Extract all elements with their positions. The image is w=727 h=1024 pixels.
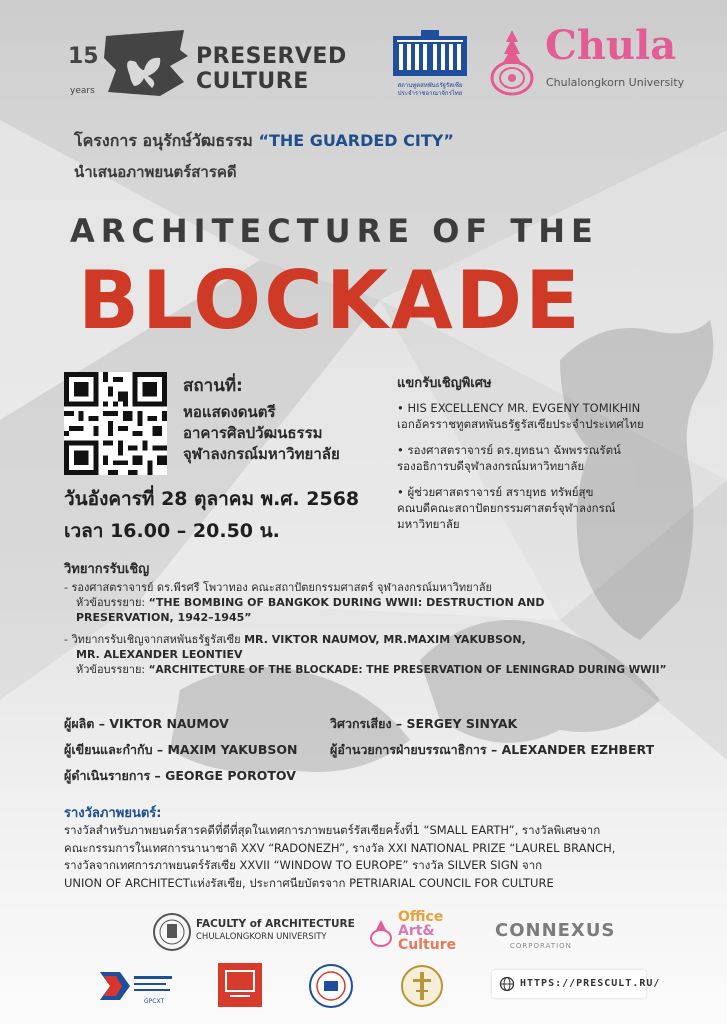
guest-name: • ผู้ช่วยศาสตราจารย์ สรายุทธ ทรัพย์สุข: [397, 485, 594, 499]
venue: [183, 402, 340, 465]
credit-sound: วิศวกรเสียง – SERGEY SINYAK: [330, 716, 518, 731]
speaker-topic: [64, 595, 704, 610]
awards-line: รางวัลจากเทศการภาพยนตร์รัสเซีย XXVII “WINDOW TO EUROPE” รางวัล SILVER SIGN จาก: [64, 858, 543, 872]
venue-line: หอแสดงดนตรี: [183, 403, 276, 421]
speaker-names-cont: [64, 647, 704, 662]
guests-list: [397, 400, 717, 542]
guests-title: แขกรับเชิญพิเศษ: [397, 376, 492, 391]
gpcxt-text: GPCXT: [144, 998, 165, 1005]
embassy-name: [387, 82, 473, 98]
title-line2: BLOCKADE: [78, 254, 583, 347]
anniversary-unit: years: [70, 86, 95, 96]
brand-line2: CULTURE: [196, 69, 309, 94]
speakers-title: วิทยากรรับเชิญ: [64, 562, 150, 577]
guest-name: • HIS EXCELLENCY MR. EVGENY TOMIKHIN: [397, 401, 641, 415]
credit-editor: ผู้อำนวยการฝ่ายบรรณาธิการ – ALEXANDER EZHBERT: [330, 742, 655, 757]
list-item: [397, 442, 717, 474]
list-item: [397, 400, 717, 432]
topic-text: “ARCHITECTURE OF THE BLOCKADE: THE PRESERVATION OF LENINGRAD DURING WWII”: [148, 664, 667, 676]
awards-line: คณะกรรมการในเทศการนานาชาติ XXV “RADONEZH”, รางวัล XXI NATIONAL PRIZE “LAUREL BRANCH,: [64, 840, 616, 855]
embassy-line1: สถานทูตสหพันธรัฐรัสเซีย: [397, 82, 463, 89]
oac-line: Art&: [398, 923, 435, 939]
topic-label: หัวข้อบรรยาย:: [76, 663, 146, 676]
speakers-list: [64, 580, 704, 685]
guest-role: เอกอัครราชทูตสหพันธรัฐรัสเซียประจำประเทศไทย: [397, 417, 644, 431]
faculty-name: FACULTY of ARCHITECTURE: [196, 918, 355, 930]
awards-line: UNION OF ARCHITECTแห่งรัสเซีย, ประกาศนียบัตรจาก PETRIARIAL COUNCIL FOR CULTURE: [64, 875, 554, 890]
speaker-line: [64, 632, 704, 647]
brand-name: [196, 44, 347, 94]
university-seal-icon: [308, 963, 354, 1009]
topic-label: หัวข้อบรรยาย:: [76, 596, 146, 609]
list-item: [64, 632, 704, 678]
connexus-logo: CONNEXUS: [495, 920, 616, 941]
oac-line: Culture: [398, 937, 457, 953]
oac-line: Office: [398, 909, 444, 925]
qr-code[interactable]: [64, 372, 167, 475]
faculty-university: CHULALONGKORN UNIVERSITY: [196, 932, 327, 942]
guest-role: มหาวิทยาลัย: [397, 517, 460, 531]
project-prefix: โครงการ อนุรักษ์วัฒธรรม: [74, 131, 253, 150]
chula-wordmark: Chula: [545, 22, 677, 69]
title-line1: ARCHITECTURE OF THE: [70, 212, 599, 250]
speaker-line: - รองศาสตราจารย์ ดร.พีรศรี โพวาทอง คณะสถาปัตยกรรมศาสตร์ จุฬาลงกรณ์มหาวิทยาลัย: [64, 581, 492, 594]
speaker-prefix: - วิทยากรรับเชิญจากสหพันธรัฐรัสเซีย: [64, 633, 241, 646]
venue-label: สถานที่:: [183, 376, 243, 396]
topic-text: PRESERVATION, 1942–1945”: [76, 611, 252, 624]
venue-line: จุฬาลงกรณ์มหาวิทยาลัย: [183, 445, 340, 463]
oac-emblem-icon: [368, 918, 394, 948]
office-art-culture-logo: [398, 910, 458, 952]
awards-line: รางวัลสำหรับภาพยนตร์สารคดีที่ดีที่สุดในเทศการภาพยนตร์รัสเซียครั้งที่1 “SMALL EARTH”, รางวัลพิเศษจาก: [64, 823, 601, 837]
speaker-topic-cont: [64, 610, 704, 625]
globe-icon: [499, 976, 515, 992]
credit-writer-director: ผู้เขียนและกำกับ – MAXIM YAKUBSON: [64, 742, 298, 757]
chula-seal-icon: [488, 28, 536, 96]
brand-line1: PRESERVED: [196, 44, 347, 69]
awards-text: [64, 822, 704, 892]
list-item: [397, 484, 717, 532]
credit-host: ผู้ดำเนินรายการ – GEORGE POROTOV: [64, 768, 296, 783]
guest-role: คณบดีคณะสถาปัตยกรรมศาสตร์จุฬาลงกรณ์: [397, 501, 616, 515]
speaker-topic: [64, 662, 704, 678]
gpcxt-logo: [96, 966, 176, 1006]
connexus-sub: CORPORATION: [510, 942, 572, 950]
website-url[interactable]: HTTPS://PRESCULT.RU/: [520, 978, 661, 989]
project-line: [74, 129, 454, 154]
speaker-names: MR. VIKTOR NAUMOV, MR.MAXIM YAKUBSON,: [244, 633, 526, 646]
orthodox-emblem-icon: [400, 964, 444, 1008]
list-item: [64, 580, 704, 625]
anniversary-number: 15: [68, 44, 99, 69]
embassy-line2: ประจำราชอาณาจักรไทย: [397, 90, 463, 97]
topic-text: “THE BOMBING OF BANGKOK DURING WWII: DESTRUCTION AND: [148, 596, 545, 609]
presents-line: นำเสนอภาพยนตร์สารคดี: [74, 163, 237, 181]
speaker-names: MR. ALEXANDER LEONTIEV: [76, 648, 243, 661]
venue-line: อาคารศิลปวัฒนธรรม: [183, 424, 323, 442]
credit-producer: ผู้ผลิต – VIKTOR NAUMOV: [64, 716, 229, 731]
faculty-seal-icon: [152, 912, 192, 952]
awards-title: รางวัลภาพยนตร์:: [64, 806, 162, 821]
guest-name: • รองศาสตราจารย์ ดร.ยุทธนา ฉัพพรรณรัตน์: [397, 443, 621, 457]
butterfly-brush-icon: [100, 26, 190, 100]
embassy-building-icon: [391, 30, 469, 78]
project-highlight: “THE GUARDED CITY”: [258, 131, 454, 150]
event-date: วันอังคารที่ 28 ตุลาคม พ.ศ. 2568: [64, 488, 360, 510]
russian-house-logo: [218, 963, 262, 1007]
event-time: เวลา 16.00 – 20.50 น.: [64, 520, 280, 542]
guest-role: รองอธิการบดีจุฬาลงกรณ์มหาวิทยาลัย: [397, 459, 585, 473]
chula-subtitle: Chulalongkorn University: [546, 76, 685, 89]
